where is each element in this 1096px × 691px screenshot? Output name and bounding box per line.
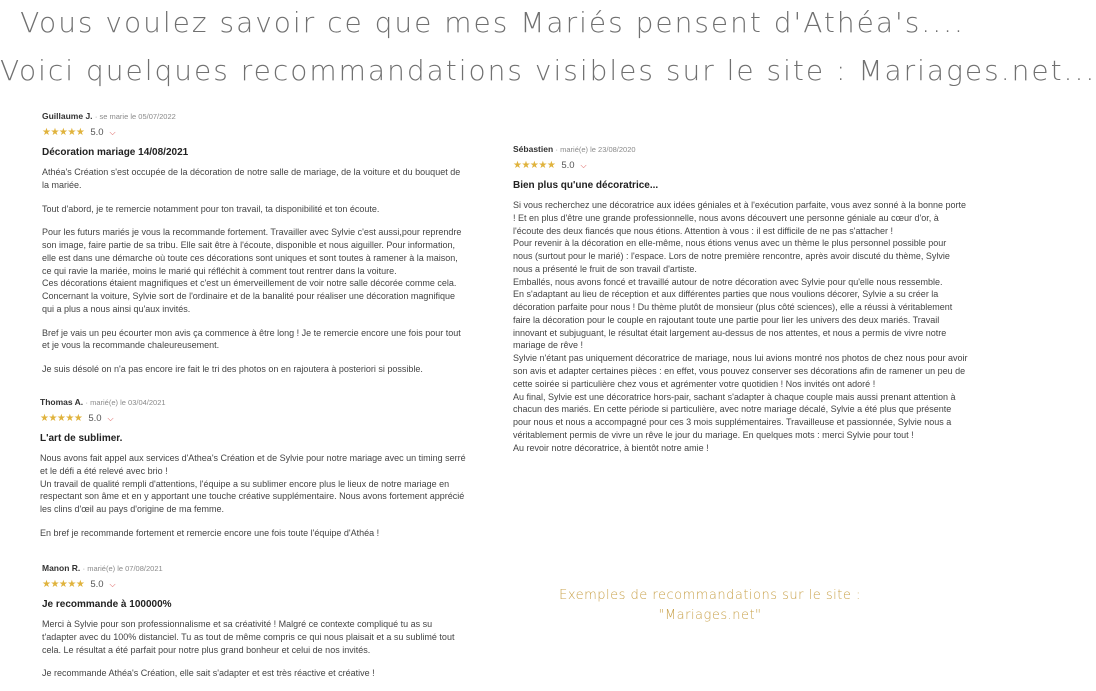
review-paragraph: Si vous recherchez une décoratrice aux idées géniales et à l'exécution parfaite, vous avez sonné à la bonne porte ! Et en plus d'être une grande professionnelle, nous avons découvert une personne géniale au cœur d'or, à l'écoute des deux fiancés que nous étions. Attention à vous : il est difficile de ne pas s'attacher ! [513, 200, 967, 236]
review-paragraph: Je suis désolé on n'a pas encore ire fait le tri des photos on en rajoutera à posteriori si possible. [42, 364, 423, 375]
wedding-date: · se marie le 05/07/2022 [94, 112, 176, 121]
rating-score: 5.0 [90, 126, 104, 138]
review-title: Décoration mariage 14/08/2021 [42, 146, 189, 158]
review-meta [40, 396, 470, 409]
review-paragraph: En bref je recommande fortement et remercie encore une fois toute l'équipe d'Athéa ! [40, 527, 380, 538]
rating-row [513, 159, 968, 173]
rating-row [42, 578, 462, 592]
review-paragraph: Sylvie n'étant pas uniquement décoratrice de mariage, nous lui avions montré nos photos de chez nous pour avoir son avis et adapter certaines pièces : en effet, vous pouvez conserver ses décorations afin de ramener un peu de cette soirée si particulière chez vous et agrémenter votre quotidien ! Nos invités ont adoré ! [513, 353, 968, 389]
star-rating-icon: ★★★★★ [513, 159, 556, 171]
rating-row [42, 126, 462, 140]
review-paragraph: Pour les futurs mariés je vous la recommande fortement. Travailler avec Sylvie c'est aussi,pour reprendre son image, faire partie de sa tribu. Elle sait être à l'écoute, disponible et nous aiguiller. Pour information, elle est dans une démarche où toute ces décorations sont uniques et sont toutes à ramener à la maison, ce qui ravie la mariée, moins le marié qui réfléchit à comment tout rentrer dans la voiture. [42, 227, 462, 276]
caption-line-2: "Mariages.net" [658, 607, 762, 623]
wedding-date: · marié(e) le 23/08/2020 [555, 145, 636, 154]
chevron-down-icon[interactable]: ⌵ [580, 161, 587, 171]
reviewer-name: Sébastien [513, 144, 554, 154]
review-paragraph: Je recommande Athéa's Création, elle sait s'adapter et est très réactive et créative ! [42, 668, 375, 679]
star-rating-icon: ★★★★★ [40, 412, 83, 424]
wedding-date: · marié(e) le 07/08/2021 [82, 564, 163, 573]
review-sebastien [513, 143, 968, 454]
wedding-date: · marié(e) le 03/04/2021 [85, 398, 166, 407]
review-meta [42, 110, 462, 123]
page-heading-line-1: Vous voulez savoir ce que mes Mariés pensent d'Athéa's.... [20, 6, 965, 39]
paragraph-gap [40, 516, 470, 527]
reviewer-name: Guillaume J. [42, 111, 93, 121]
rating-score: 5.0 [88, 412, 102, 424]
reviewer-name: Thomas A. [40, 397, 84, 407]
caption-line-1: Exemples de recommandations sur le site : [559, 588, 861, 603]
review-paragraph: Merci à Sylvie pour son professionnalisme et sa créativité ! Malgré ce contexte compliqué tu as su t'adapter avec du 100% distanciel. Tu as tout de même compris ce qui nous plaisait et a su sublimé tout cela. Le résultat a été parfait pour notre plus grand bonheur et celui de nos invités. [42, 619, 455, 655]
review-title: Bien plus qu'une décoratrice... [513, 179, 659, 191]
review-paragraph: Pour revenir à la décoration en elle-même, nous étions venus avec un thème le plus personnel possible pour nous (surtout pour le marié) : l'espace. Lors de notre première rencontre, après avoir discuté du thème, Sylvie nous a présenté le fruit de son travail d'artiste. [513, 238, 950, 274]
star-rating-icon: ★★★★★ [42, 578, 85, 590]
paragraph-gap [42, 192, 462, 203]
paragraph-gap [42, 215, 462, 226]
review-paragraph: Concernant la voiture, Sylvie sort de l'ordinaire et de la banalité pour réaliser une décoration magnifique qui a plus a nous ainsi qu'aux invités. [42, 291, 455, 314]
review-title: Je recommande à 100000% [42, 598, 172, 610]
rating-score: 5.0 [90, 578, 104, 590]
review-thomas [40, 396, 470, 540]
review-title: L'art de sublimer. [40, 432, 123, 444]
review-paragraph: Ces décorations étaient magnifiques et c'est un émerveillement de voir notre salle décorée comme cela. [42, 278, 457, 289]
review-paragraph: En s'adaptant au lieu de réception et aux différentes parties que nous voulions décorer, Sylvie a su créer la décoration parfaite pour nous ! Du thème plutôt de monsieur (plus côté sciences), elle a réussi à véritablement faire la décoration pour le couple en rajoutant toute une partie pour lier les univers des deux mariés. Travail innovant et subjuguant, le résultat était largement au-dessus de nos attentes, et nous a permis de vivre notre mariage de rêve ! [513, 289, 953, 351]
rating-score: 5.0 [561, 159, 575, 171]
review-meta [513, 143, 968, 156]
chevron-down-icon[interactable]: ⌵ [109, 128, 116, 138]
review-paragraph: Bref je vais un peu écourter mon avis ça commence à être long ! Je te remercie encore une fois pour tout et je vous la recommande chaleureusement. [42, 327, 461, 351]
paragraph-gap [42, 656, 462, 667]
page-heading-line-2: Voici quelques recommandations visibles sur le site : Mariages.net... [0, 54, 1096, 87]
review-paragraph: Au final, Sylvie est une décoratrice hors-pair, sachant s'adapter à chaque couple mais aussi prenant attention à chacun des mariés. En cette période si particulière, avec notre mariage décalé, Sylvie a été plus que présente pour nous et nous a accompagné pour ces 3 mois supplémentaires. Travailleuse et passionnée, Sylvie nous a véritablement permis de vivre un rêve le jour du mariage. En quelques mots : merci Sylvie pour tout ! [513, 391, 956, 440]
review-paragraph: Au revoir notre décoratrice, à bientôt notre amie ! [513, 442, 709, 453]
paragraph-gap [42, 352, 462, 363]
review-manon [42, 562, 462, 680]
review-meta [42, 562, 462, 575]
rating-row [40, 412, 470, 426]
star-rating-icon: ★★★★★ [42, 126, 85, 138]
chevron-down-icon[interactable]: ⌵ [109, 580, 116, 590]
mariages-caption [540, 586, 880, 625]
review-guillaume [42, 110, 462, 376]
review-paragraph: Athéa's Création s'est occupée de la décoration de notre salle de mariage, de la voiture et du bouquet de la mariée. [42, 167, 461, 190]
review-paragraph: Nous avons fait appel aux services d'Athea's Création et de Sylvie pour notre mariage avec un timing serré et le défi a été relevé avec brio ! [40, 453, 466, 476]
chevron-down-icon[interactable]: ⌵ [107, 414, 114, 424]
reviewer-name: Manon R. [42, 563, 81, 573]
review-paragraph: Tout d'abord, je te remercie notamment pour ton travail, ta disponibilité et ton écoute. [42, 203, 380, 214]
review-paragraph: Emballés, nous avons foncé et travaillé autour de notre décoration avec Sylvie pour qu'elle nous ressemble. [513, 276, 943, 287]
paragraph-gap [42, 316, 462, 327]
review-paragraph: Un travail de qualité rempli d'attentions, l'équipe a su sublimer encore plus le lieux de notre mariage en respectant son âme et en y apportant une touche créative supplémentaire. Nous avons fortement apprécié les clins d'œil au pays d'origine de ma femme. [40, 478, 465, 515]
